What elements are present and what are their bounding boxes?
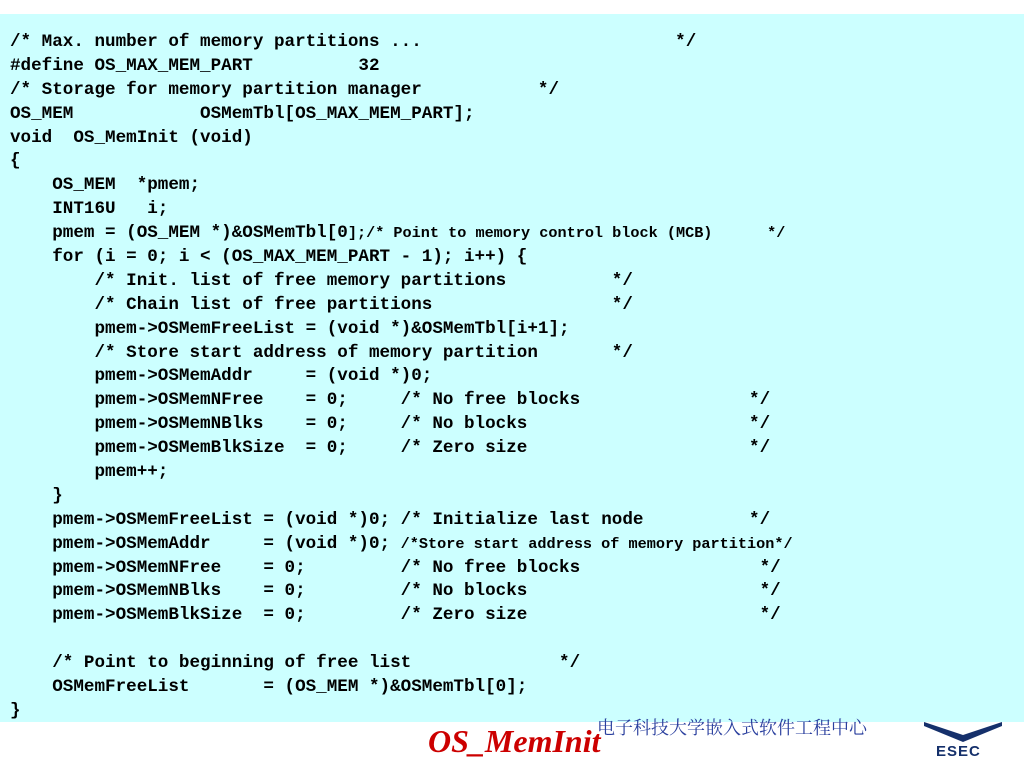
- code-line: [10, 31, 793, 55]
- code-segment: pmem->OSMemNFree = 0; /* No free blocks */: [10, 557, 781, 578]
- code-segment: pmem->OSMemAddr = (void *)0;: [10, 533, 401, 554]
- logo-text: ESEC: [936, 743, 981, 760]
- code-line: [10, 676, 793, 700]
- code-segment: pmem->OSMemBlkSize = 0; /* Zero size */: [10, 438, 771, 459]
- code-segment: for (i = 0; i < (OS_MAX_MEM_PART - 1); i++) {: [10, 247, 528, 268]
- code-segment: pmem->OSMemFreeList = (void *)0; /* Initialize last node */: [10, 509, 771, 530]
- code-panel: [0, 14, 1024, 722]
- code-segment: pmem = (OS_MEM *)&OSMemTbl[0: [10, 223, 348, 244]
- code-line: [10, 222, 793, 246]
- code-line: [10, 318, 793, 342]
- code-line: [10, 628, 793, 652]
- code-line: [10, 652, 793, 676]
- code-segment: #define OS_MAX_MEM_PART 32: [10, 55, 380, 76]
- code-line: [10, 557, 793, 581]
- code-line: [10, 198, 793, 222]
- code-segment: }: [10, 700, 21, 721]
- code-line: [10, 270, 793, 294]
- code-segment: OS_MEM *pmem;: [10, 175, 201, 196]
- code-line: [10, 365, 793, 389]
- code-segment: }: [10, 485, 63, 506]
- code-segment: /* Point to beginning of free list */: [10, 653, 581, 674]
- code-line: [10, 604, 793, 628]
- code-segment: OS_MEM OSMemTbl[OS_MAX_MEM_PART];: [10, 103, 475, 124]
- code-segment: ];/* Point to memory control block (MCB) */: [347, 224, 786, 243]
- code-line: [10, 437, 793, 461]
- code-segment: INT16U i;: [10, 199, 169, 220]
- slide-title: OS_MemInit: [428, 723, 601, 759]
- code-line: [10, 461, 793, 485]
- code-segment: /* Chain list of free partitions */: [10, 294, 633, 315]
- code-line: [10, 509, 793, 533]
- code-line: [10, 485, 793, 509]
- code-segment: pmem++;: [10, 462, 169, 483]
- code-line: [10, 389, 793, 413]
- code-segment: /* Init. list of free memory partitions */: [10, 270, 633, 291]
- code-line: [10, 103, 793, 127]
- code-line: [10, 580, 793, 604]
- esec-logo: [920, 708, 1006, 764]
- code-line: [10, 150, 793, 174]
- code-line: [10, 79, 793, 103]
- code-segment: pmem->OSMemFreeList = (void *)&OSMemTbl[i+1];: [10, 318, 570, 339]
- code-line: [10, 533, 793, 557]
- code-line: [10, 174, 793, 198]
- esec-chevron-logo-icon: [924, 722, 1002, 744]
- code-segment: pmem->OSMemNFree = 0; /* No free blocks */: [10, 390, 771, 411]
- code-segment: pmem->OSMemNBlks = 0; /* No blocks */: [10, 414, 771, 435]
- institution-name: 电子科技大学嵌入式软件工程中心: [597, 718, 867, 739]
- code-segment: /* Store start address of memory partition */: [10, 342, 633, 363]
- code-segment: void OS_MemInit (void): [10, 127, 253, 148]
- code-segment: pmem->OSMemBlkSize = 0; /* Zero size */: [10, 605, 781, 626]
- code-segment: pmem->OSMemAddr = (void *)0;: [10, 366, 433, 387]
- code-segment: /* Storage for memory partition manager */: [10, 79, 560, 100]
- code-line: [10, 127, 793, 151]
- code-segment: {: [10, 151, 21, 172]
- code-line: [10, 294, 793, 318]
- code-segment: pmem->OSMemNBlks = 0; /* No blocks */: [10, 581, 781, 602]
- code-line: [10, 342, 793, 366]
- code-line: [10, 413, 793, 437]
- code-segment: /*Store start address of memory partition*/: [400, 534, 793, 553]
- code-segment: OSMemFreeList = (OS_MEM *)&OSMemTbl[0];: [10, 677, 528, 698]
- code-line: [10, 55, 793, 79]
- code-line: [10, 246, 793, 270]
- code-listing: [10, 31, 793, 724]
- code-segment: /* Max. number of memory partitions ... */: [10, 32, 697, 52]
